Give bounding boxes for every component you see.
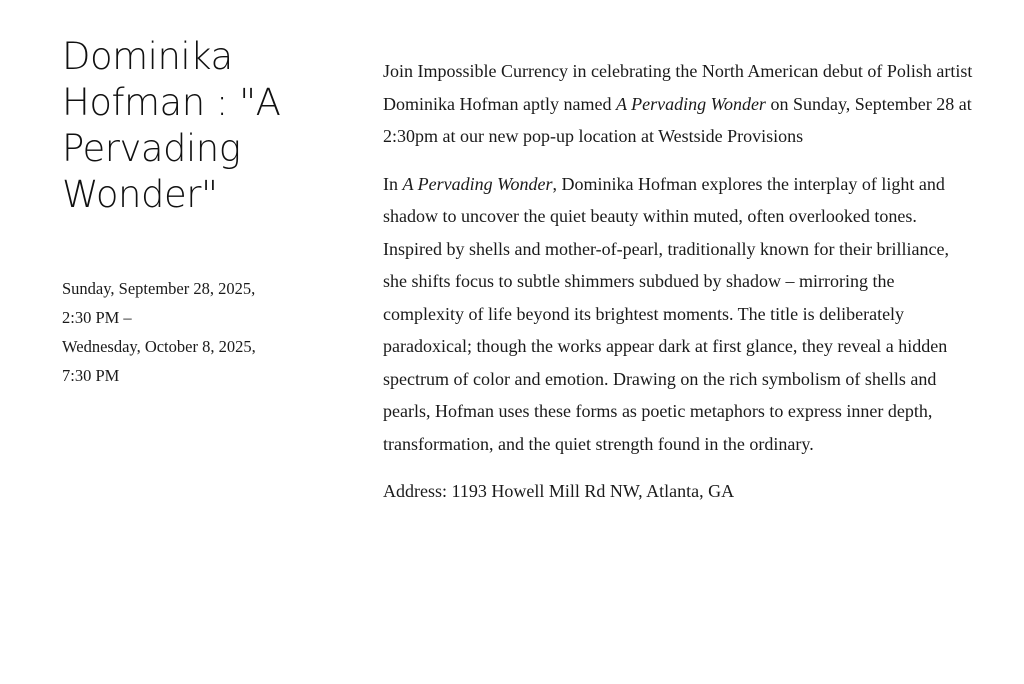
intro-exhibition-name: A Pervading Wonder — [615, 93, 766, 114]
event-start-date: Sunday, September 28, 2025, — [62, 279, 256, 298]
event-dates — [62, 274, 332, 390]
event-title: Dominika Hofman : "A Pervading Wonder" — [62, 35, 281, 216]
address-line: Address: 1193 Howell Mill Rd NW, Atlanta, GA — [383, 481, 735, 501]
event-description — [383, 55, 973, 523]
intro-text-before: Join Impossible Currency in celebrating the North American debut of Polish artist Dominika Hofman aptly named — [383, 61, 973, 114]
event-start-time: 2:30 PM – — [62, 308, 132, 327]
intro-text-after: on Sunday, September 28 at 2:30pm at our new pop-up location at Westside Provisions — [383, 93, 972, 146]
body-text-after: , Dominika Hofman explores the interplay of light and shadow to uncover the quiet beauty within muted, often overlooked tones. Inspired by shells and mother-of-pearl, traditionally known for their brilliance, she shifts focus to subtle shimmers subdued by shadow – mirroring the complexity of life beyond its brightest moments. The title is deliberately paradoxical; though the works appear dark at first glance, they reveal a hidden spectrum of color and emotion. Drawing on the rich symbolism of shells and pearls, Hofman uses these forms as poetic metaphors to express inner depth, transformation, and the quiet strength found in the ordinary. — [383, 173, 949, 454]
body-exhibition-name: A Pervading Wonder — [402, 173, 553, 194]
event-header — [62, 34, 332, 390]
body-text-before: In — [383, 173, 403, 194]
event-end-date: Wednesday, October 8, 2025, — [62, 337, 256, 356]
intro-paragraph — [383, 55, 973, 153]
event-end-time: 7:30 PM — [62, 366, 120, 385]
body-paragraph — [383, 168, 973, 461]
